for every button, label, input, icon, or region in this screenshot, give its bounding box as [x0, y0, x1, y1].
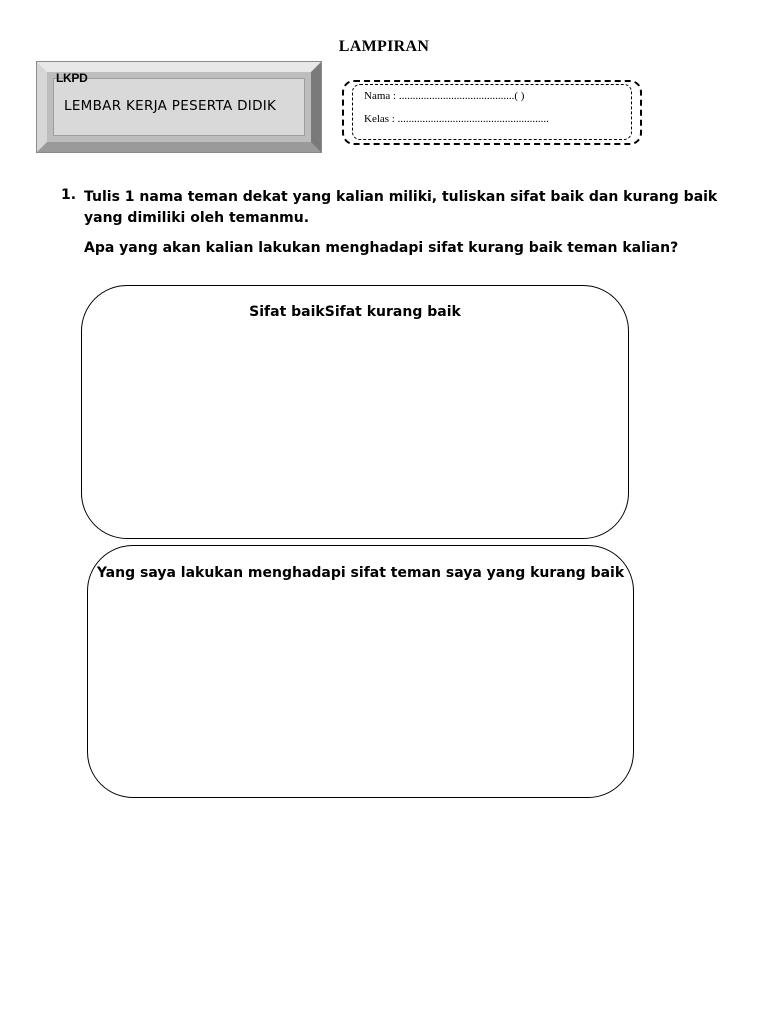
- question-followup: Apa yang akan kalian lakukan menghadapi sifat kurang baik teman kalian?: [84, 240, 679, 256]
- question-number: 1.: [61, 187, 77, 203]
- page-title: LAMPIRAN: [338, 38, 430, 55]
- question-text: Tulis 1 nama teman dekat yang kalian miliki, tuliskan sifat baik dan kurang baik yang dimiliki oleh temanmu.: [84, 189, 718, 226]
- sifat-headings: [82, 304, 628, 320]
- sifat-kurang-baik-heading: Sifat kurang baik: [324, 304, 461, 320]
- sifat-answer-box[interactable]: [81, 285, 629, 539]
- action-answer-box[interactable]: [87, 545, 634, 798]
- kelas-field[interactable]: Kelas : .......................................................: [364, 113, 549, 125]
- sifat-baik-heading: Sifat baik: [249, 304, 325, 320]
- action-heading: Yang saya lakukan menghadapi sifat teman saya yang kurang baik: [96, 565, 625, 581]
- nama-field[interactable]: Nama : ..........................................( ): [364, 90, 525, 102]
- lkpd-label: LEMBAR KERJA PESERTA DIDIK: [64, 98, 277, 114]
- lkpd-tag: LKPD: [56, 71, 88, 85]
